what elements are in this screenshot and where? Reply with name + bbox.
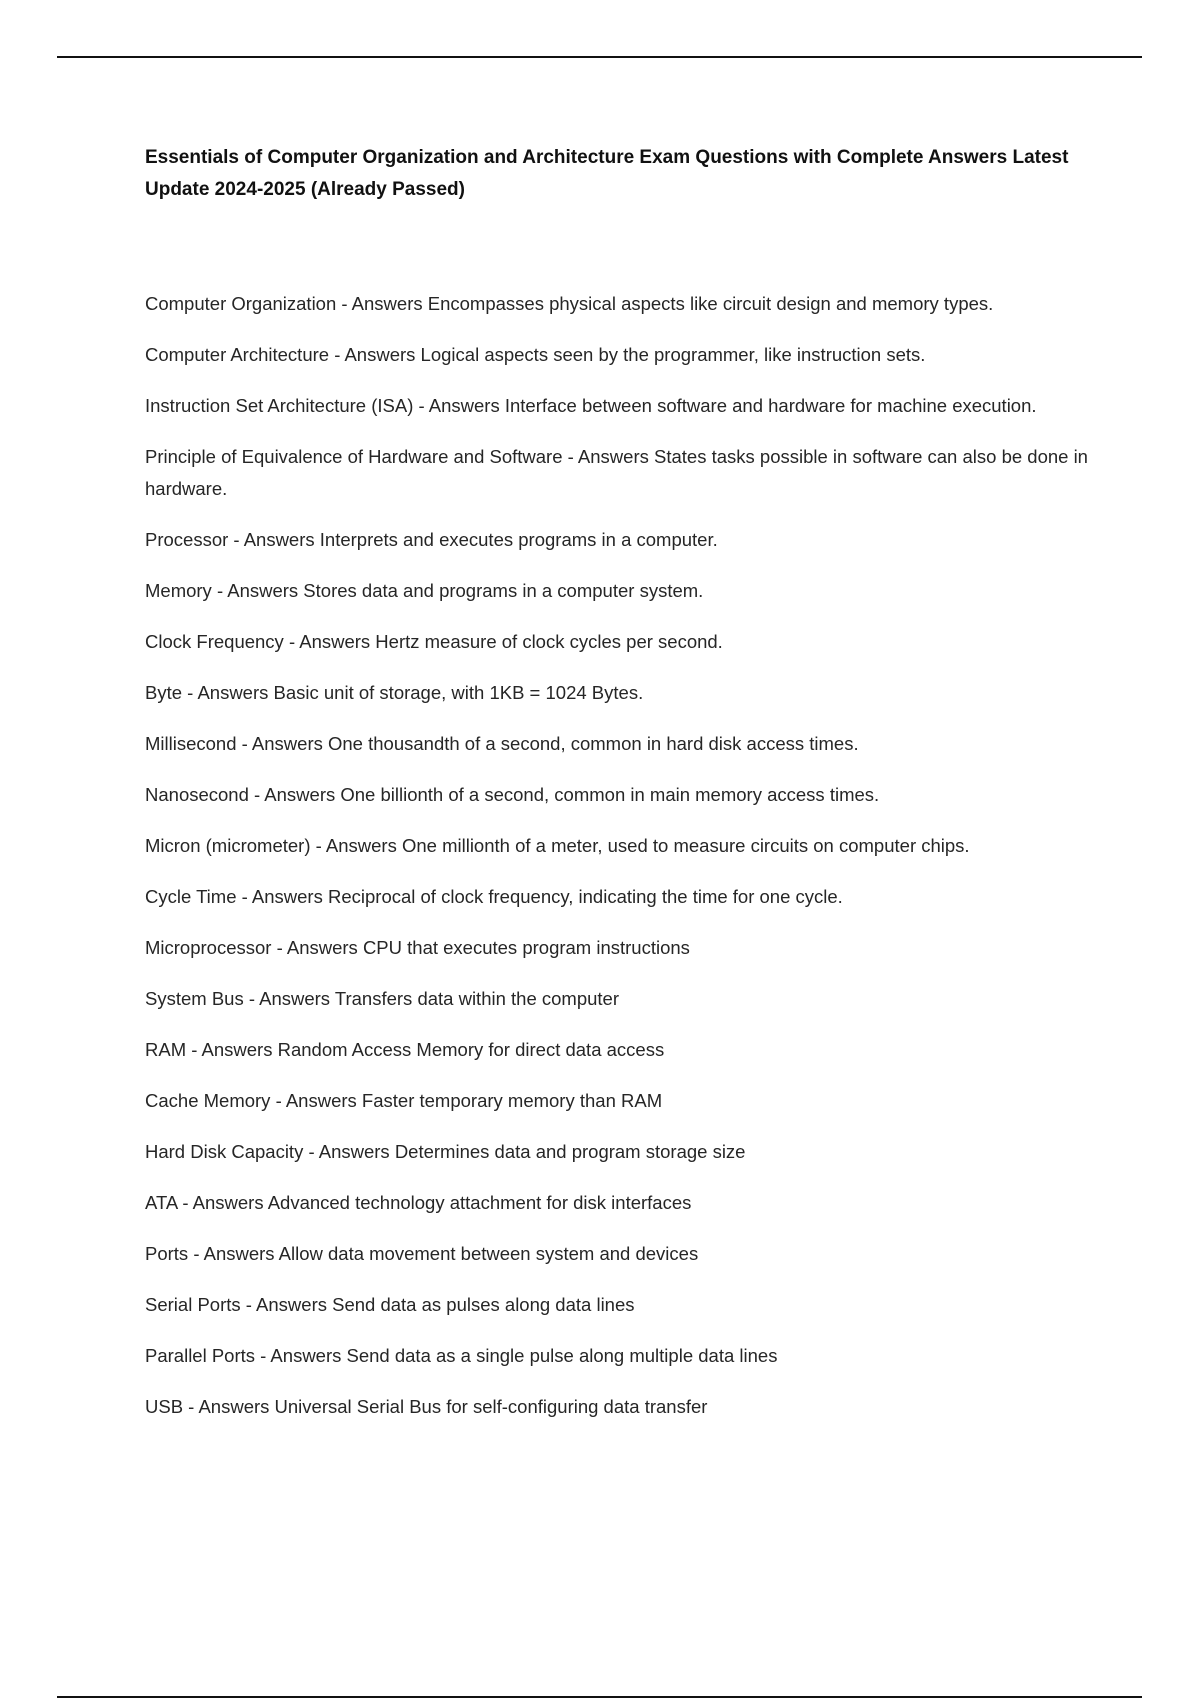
- qa-item: Parallel Ports - Answers Send data as a single pulse along multiple data lines: [145, 1345, 778, 1366]
- qa-item: Computer Architecture - Answers Logical aspects seen by the programmer, like instruction sets.: [145, 344, 926, 365]
- qa-item: ATA - Answers Advanced technology attachment for disk interfaces: [145, 1192, 692, 1213]
- footer-rule: [57, 1696, 1142, 1698]
- qa-item: Memory - Answers Stores data and programs in a computer system.: [145, 580, 704, 601]
- qa-item: Cache Memory - Answers Faster temporary memory than RAM: [145, 1090, 663, 1111]
- document-body: [145, 142, 1090, 1442]
- qa-item: Computer Organization - Answers Encompasses physical aspects like circuit design and memory types.: [145, 293, 994, 314]
- qa-item: Instruction Set Architecture (ISA) - Answers Interface between software and hardware for machine execution.: [145, 395, 1037, 416]
- qa-item: Microprocessor - Answers CPU that executes program instructions: [145, 937, 690, 958]
- qa-item: Clock Frequency - Answers Hertz measure of clock cycles per second.: [145, 631, 723, 652]
- qa-item: Hard Disk Capacity - Answers Determines data and program storage size: [145, 1141, 746, 1162]
- qa-item: Byte - Answers Basic unit of storage, with 1KB = 1024 Bytes.: [145, 682, 644, 703]
- qa-item: Processor - Answers Interprets and executes programs in a computer.: [145, 529, 718, 550]
- qa-item: Millisecond - Answers One thousandth of a second, common in hard disk access times.: [145, 733, 859, 754]
- qa-item: Nanosecond - Answers One billionth of a second, common in main memory access times.: [145, 784, 880, 805]
- qa-item: Micron (micrometer) - Answers One millionth of a meter, used to measure circuits on computer chips.: [145, 835, 970, 856]
- qa-item: RAM - Answers Random Access Memory for direct data access: [145, 1039, 665, 1060]
- document-title: Essentials of Computer Organization and Architecture Exam Questions with Complete Answers Latest Update 2024-2025 (Already Passed): [145, 147, 1069, 200]
- qa-list: [145, 288, 1090, 1423]
- qa-item: Serial Ports - Answers Send data as pulses along data lines: [145, 1294, 635, 1315]
- qa-item: System Bus - Answers Transfers data within the computer: [145, 988, 619, 1009]
- qa-item: Cycle Time - Answers Reciprocal of clock frequency, indicating the time for one cycle.: [145, 886, 843, 907]
- header-rule: [57, 56, 1142, 58]
- qa-item: USB - Answers Universal Serial Bus for self-configuring data transfer: [145, 1396, 708, 1417]
- qa-item: Principle of Equivalence of Hardware and Software - Answers States tasks possible in software can also be done in hardware.: [145, 446, 1088, 499]
- qa-item: Ports - Answers Allow data movement between system and devices: [145, 1243, 699, 1264]
